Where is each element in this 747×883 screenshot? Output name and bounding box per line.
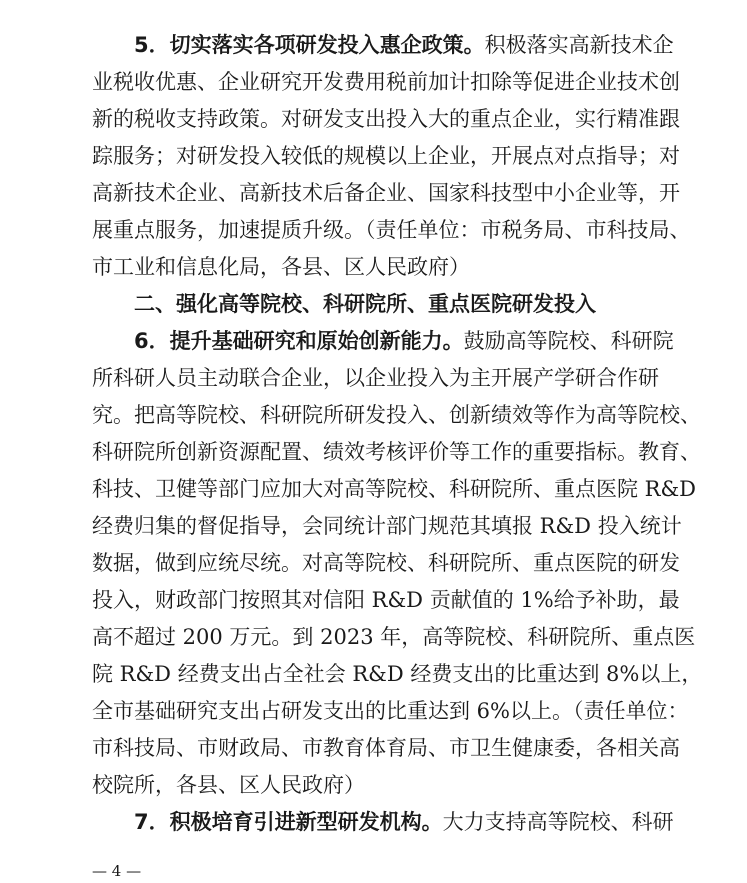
paragraph-6-line-4: 科研院所创新资源配置、绩效考核评价等工作的重要指标。教育、 xyxy=(92,440,701,464)
paragraph-5-text: 积极落实高新技术企 xyxy=(484,33,674,57)
paragraph-5-line-5: 高新技术企业、高新技术后备企业、国家科技型中小企业等，开 xyxy=(92,181,680,205)
section-heading: 二、强化高等院校、科研院所、重点医院研发投入 xyxy=(134,292,596,316)
paragraph-7-lead: 7．积极培育引进新型研发机构。 xyxy=(134,810,443,834)
paragraph-6-line-9: 高不超过 200 万元。到 2023 年，高等院校、科研院所、重点医 xyxy=(92,625,696,649)
paragraph-6-line-1 xyxy=(92,323,674,360)
paragraph-6-line-8: 投入，财政部门按照其对信阳 R&D 贡献值的 1%给予补助，最 xyxy=(92,588,680,612)
paragraph-5-lead: 5．切实落实各项研发投入惠企政策。 xyxy=(134,33,485,57)
paragraph-5-line-2: 业税收优惠、企业研究开发费用税前加计扣除等促进企业技术创 xyxy=(92,70,680,94)
paragraph-6-line-5: 科技、卫健等部门应加大对高等院校、科研院所、重点医院 R&D xyxy=(92,477,697,501)
paragraph-5-line-7: 市工业和信息化局，各县、区人民政府） xyxy=(92,255,470,279)
paragraph-6-lead: 6．提升基础研究和原始创新能力。 xyxy=(134,329,464,353)
paragraph-6-line-13: 校院所，各县、区人民政府） xyxy=(92,773,365,797)
paragraph-6-line-3: 究。把高等院校、科研院所研发投入、创新绩效等作为高等院校、 xyxy=(92,403,701,427)
paragraph-5-line-3: 新的税收支持政策。对研发支出投入大的重点企业，实行精准跟 xyxy=(92,107,680,131)
paragraph-5-line-6: 展重点服务，加速提质升级。（责任单位：市税务局、市科技局、 xyxy=(92,218,691,242)
paragraph-7-text: 大力支持高等院校、科研 xyxy=(442,810,674,834)
paragraph-6-line-6: 经费归集的督促指导，会同统计部门规范其填报 R&D 投入统计 xyxy=(92,514,682,538)
paragraph-6-line-2: 所科研人员主动联合企业，以企业投入为主开展产学研合作研 xyxy=(92,366,659,390)
paragraph-6-line-7: 数据，做到应统尽统。对高等院校、科研院所、重点医院的研发 xyxy=(92,551,680,575)
paragraph-6-line-12: 市科技局、市财政局、市教育体育局、市卫生健康委，各相关高 xyxy=(92,736,680,760)
page-number: — 4 — xyxy=(92,862,142,880)
paragraph-5-line-1 xyxy=(92,27,674,64)
paragraph-7-line-1 xyxy=(92,804,674,841)
paragraph-6-line-11: 全市基础研究支出占研发支出的比重达到 6%以上。（责任单位： xyxy=(92,699,689,723)
paragraph-6-text: 鼓励高等院校、科研院 xyxy=(463,329,674,353)
paragraph-5-line-4: 踪服务；对研发投入较低的规模以上企业，开展点对点指导；对 xyxy=(92,144,680,168)
paragraph-6-line-10: 院 R&D 经费支出占全社会 R&D 经费支出的比重达到 8%以上， xyxy=(92,662,703,686)
